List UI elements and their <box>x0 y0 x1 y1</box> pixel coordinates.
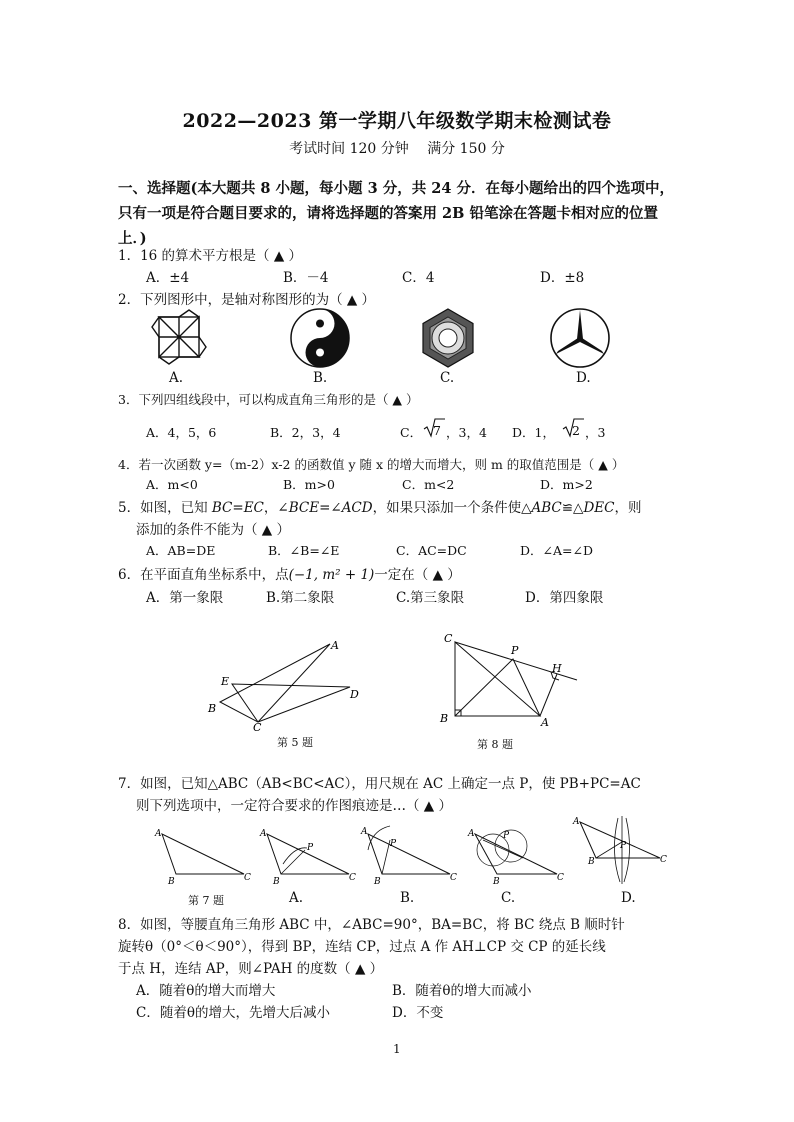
q6-option-b: B.第二象限 <box>266 590 335 606</box>
sqrt-7-radicand: 7 <box>433 423 441 438</box>
q5-option-a: A．AB=DE <box>146 543 216 558</box>
q4-option-c: C．m<2 <box>402 477 455 492</box>
svg-text:A: A <box>573 817 580 827</box>
question-8-line-1: 8．如图，等腰直角三角形 ABC 中，∠ABC=90°，BA=BC，将 BC 绕点 B 顺时针 <box>118 917 625 933</box>
fig5-label-a: A <box>331 639 339 652</box>
q2-label-d: D. <box>576 370 591 386</box>
fig5-label-b: B <box>208 702 217 715</box>
q6-option-d: D．第四象限 <box>525 590 604 606</box>
q3-option-c-rest: ，3，4 <box>446 425 487 440</box>
q1-option-c: C．4 <box>402 270 435 286</box>
fig5-label-e: E <box>221 675 230 688</box>
svg-text:P: P <box>390 839 397 849</box>
fig8-label-c: C <box>444 632 453 645</box>
question-5-line-2: 添加的条件不能为（ ▲ ） <box>136 522 290 538</box>
fig8-caption: 第 8 题 <box>477 738 513 751</box>
q1-option-b: B．－4 <box>283 270 329 286</box>
svg-text:A: A <box>468 829 475 839</box>
page-number: 1 <box>393 1042 401 1056</box>
fig8-label-b: B <box>440 712 449 725</box>
q3-option-b: B．2，3，4 <box>270 425 341 440</box>
yin-yang-figure <box>289 307 351 369</box>
svg-text:A: A <box>260 829 267 839</box>
fig7-option-a <box>255 826 355 886</box>
q8-option-c: C．随着θ的增大，先增大后减小 <box>136 1005 330 1021</box>
q4-option-d: D．m>2 <box>540 477 593 492</box>
fig5-label-d: D <box>350 688 359 701</box>
question-7-line-1: 7．如图，已知△ABC（AB<BC<AC），用尺规在 AC 上确定一点 P，使 PB+PC=AC <box>118 776 641 792</box>
q5-option-b: B．∠B=∠E <box>268 543 340 558</box>
svg-text:C: C <box>244 873 251 883</box>
question-6-stem: 6．在平面直角坐标系中，点(−1, m² + 1)一定在（ ▲ ） <box>118 567 461 583</box>
fig8-label-p: P <box>511 644 519 657</box>
svg-text:A: A <box>155 829 162 839</box>
svg-text:C: C <box>557 873 564 883</box>
svg-text:A: A <box>361 827 368 837</box>
fig7-option-b <box>356 820 456 886</box>
question-5-line-1: 5．如图，已知 BC=EC，∠BCE=∠ACD，如果只添加一个条件使△ABC≌△DEC，则 <box>118 500 642 516</box>
q1-option-a: A．±4 <box>146 270 190 286</box>
q3-option-c-label: C． <box>400 425 423 440</box>
question-7-line-2: 则下列选项中，一定符合要求的作图痕迹是…（ ▲ ） <box>136 798 452 814</box>
svg-text:B: B <box>168 877 175 887</box>
pinwheel-figure <box>150 308 210 368</box>
q2-label-a: A. <box>169 370 184 386</box>
q6-option-c: C.第三象限 <box>396 590 465 606</box>
question-8-line-3: 于点 H，连结 AP，则∠PAH 的度数（ ▲ ） <box>118 961 384 977</box>
fig7-caption: 第 7 题 <box>188 894 224 907</box>
hexagon-figure <box>417 307 479 369</box>
q7-label-b: B. <box>400 890 415 906</box>
q7-label-a: A. <box>289 890 304 906</box>
fig7-option-c <box>463 826 563 886</box>
q4-option-b: B．m>0 <box>283 477 335 492</box>
svg-text:B: B <box>588 857 595 867</box>
q4-option-a: A．m<0 <box>146 477 198 492</box>
fig7-main <box>150 826 250 886</box>
figure-q8 <box>435 630 585 735</box>
q6-option-a: A．第一象限 <box>146 590 224 606</box>
svg-text:C: C <box>450 873 457 883</box>
section-heading: 一、选择题(本大题共 8 小题，每小题 3 分，共 24 分．在每小题给出的四个选项中，只有一项是符合题目要求的，请将选择题的答案用 2B 铅笔涂在答题卡相对应的位置上．) <box>118 180 675 247</box>
fig8-label-h: H <box>552 662 562 675</box>
svg-text:B: B <box>273 877 280 887</box>
fig8-label-a: A <box>541 716 549 729</box>
svg-text:B: B <box>493 877 500 887</box>
figure-q5 <box>200 632 375 732</box>
question-3-stem: 3．下列四组线段中，可以构成直角三角形的是（ ▲ ） <box>118 392 419 407</box>
svg-text:P: P <box>620 841 627 851</box>
question-8-line-2: 旋转θ（0°＜θ＜90°），得到 BP，连结 CP，过点 A 作 AH⊥CP 交 CP 的延长线 <box>118 939 606 955</box>
question-1-stem: 1．16 的算术平方根是（ ▲ ） <box>118 248 303 264</box>
q1-option-d: D．±8 <box>540 270 585 286</box>
question-2-stem: 2．下列图形中，是轴对称图形的为（ ▲ ） <box>118 292 376 308</box>
q2-label-c: C. <box>440 370 455 386</box>
question-4-stem: 4．若一次函数 y=（m-2）x-2 的函数值 y 随 x 的增大而增大，则 m 的取值范围是（ ▲ ） <box>118 457 625 472</box>
q3-option-d-rest: ，3 <box>585 425 606 440</box>
svg-text:P: P <box>307 843 314 853</box>
q8-option-d: D．不变 <box>392 1005 444 1021</box>
fig5-caption: 第 5 题 <box>277 736 313 749</box>
svg-text:P: P <box>503 831 510 841</box>
q8-option-a: A．随着θ的增大而增大 <box>136 983 276 999</box>
fig5-label-c: C <box>253 721 262 734</box>
q3-option-d-label: D．1， <box>512 425 555 440</box>
exam-info: 考试时间 120 分钟 满分 150 分 <box>289 141 505 157</box>
svg-text:B: B <box>374 877 381 887</box>
page-title: 2022—2023 第一学期八年级数学期末检测试卷 <box>182 110 612 132</box>
sqrt-2-radicand: 2 <box>572 423 580 438</box>
q5-option-c: C．AC=DC <box>396 543 467 558</box>
svg-text:C: C <box>349 873 356 883</box>
q7-label-c: C. <box>501 890 516 906</box>
mercedes-figure <box>548 306 612 370</box>
q2-label-b: B. <box>313 370 328 386</box>
q3-option-a: A．4，5，6 <box>146 425 217 440</box>
q7-label-d: D. <box>621 890 636 906</box>
fig7-option-d <box>566 814 670 886</box>
q8-option-b: B．随着θ的增大而减小 <box>392 983 532 999</box>
q5-option-d: D．∠A=∠D <box>520 543 593 558</box>
svg-text:C: C <box>660 855 667 865</box>
